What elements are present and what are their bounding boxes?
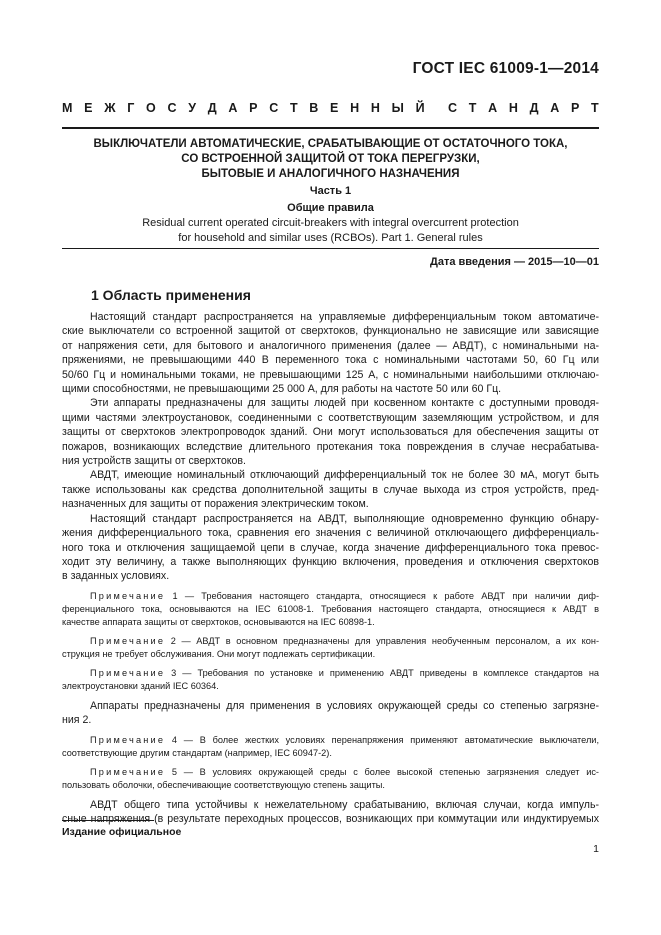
page-number: 1 [593, 843, 599, 855]
title-en-line: Residual current operated circuit-breakers with integral overcurrent protection [142, 217, 519, 229]
paragraph [62, 468, 599, 511]
text-line [62, 766, 599, 779]
note [62, 667, 599, 693]
text-line: АВДТ общего типа устойчивы к нежелательному срабатыванию, включая случаи, когда импуль- [90, 798, 599, 811]
standard-type-letter: М [62, 101, 73, 115]
text-line: ного тока и отключения защищаемой цепи в случае, когда значение дифференциального тока превос- [62, 541, 599, 554]
standard-type-letter: А [488, 101, 498, 115]
standard-type-letter: В [309, 101, 319, 115]
text-line: струкция не требует обслуживания. Они могут подлежать сертификации. [62, 648, 376, 659]
standard-type-letter: Й [415, 101, 425, 115]
text-line [62, 734, 599, 747]
title-ru-line: ВЫКЛЮЧАТЕЛИ АВТОМАТИЧЕСКИЕ, СРАБАТЫВАЮЩИЕ ОТ ОСТАТОЧНОГО ТОКА, [93, 138, 568, 150]
text-line: ские выключатели со встроенной защитой от сверхтоков, функционально не зависящие или зависящие [62, 325, 599, 338]
note-label: Примечание [90, 734, 166, 745]
text-line: щими частями электроустановок, соединенными с соответствующим заземляющим устройством, и для [62, 411, 599, 424]
text-line: Эти аппараты предназначены для защиты людей при косвенном контакте с доступными проводя- [90, 397, 599, 410]
header-rule [62, 127, 599, 129]
text-line: защиты от сверхтоков электропроводок зданий. Они могут использоваться для обеспечения защиты от [62, 426, 599, 439]
text-line [62, 667, 599, 680]
text-line: сные напряжения (в результате переходных процессов, возникающих при коммутации или индуктируемых [62, 812, 599, 825]
standard-type-letter: А [228, 101, 238, 115]
text-line: назначенных для защиты от поражения электрическим током. [62, 498, 369, 511]
text-line: пользовать оболочки, обеспечивающие соответствующую степень защиты. [62, 779, 385, 790]
standard-type-letter: С [448, 101, 458, 115]
standard-type-letter: Ж [104, 101, 116, 115]
text-line: жения дифференциального тока, сравнения его значения с величиной отключающего дифференциаль- [62, 527, 599, 540]
paragraph [62, 396, 599, 468]
standard-type-letter: Н [508, 101, 518, 115]
note-label: Примечание [90, 667, 166, 678]
standard-type-letter: С [269, 101, 279, 115]
note [62, 635, 599, 661]
paragraph [62, 699, 599, 728]
note-text: 5 — В условиях окружающей среды с более высокой степенью загрязнения следует ис- [165, 766, 599, 777]
text-line: щими способностями, не превышающими 25 000 А, для работы на частоте 50 или 60 Гц. [62, 383, 502, 396]
paragraph [62, 310, 599, 396]
note-text: 3 — Требования по установке и применению АВДТ приведены в комплексе стандартов на [165, 667, 599, 678]
text-line: от напряжения сети, для бытового и аналогичного применения (далее — АВДТ), с номинальными на- [62, 339, 599, 352]
standard-type-letter: У [188, 101, 197, 115]
standard-type-letter: Д [207, 101, 217, 115]
note [62, 590, 599, 629]
note [62, 766, 599, 792]
text-line: ния 2. [62, 714, 92, 727]
part-label: Часть 1 [309, 185, 352, 197]
paragraph [62, 798, 599, 827]
standard-type-letter: Е [84, 101, 93, 115]
standard-type-letter: Г [127, 101, 135, 115]
subtitle: Общие правила [287, 202, 374, 214]
text-line: Аппараты предназначены для применения в условиях окружающей среды со степенью загрязне- [90, 699, 599, 712]
title-en-line: for household and similar uses (RCBOs). Part 1. General rules [178, 232, 483, 244]
text-line: ференциального тока, основываются на IEC 61008-1. Требования настоящего стандарта, относящиеся к АВДТ в [62, 603, 599, 614]
standard-type-letter: Т [591, 101, 599, 115]
title-ru-line: БЫТОВЫЕ И АНАЛОГИЧНОГО НАЗНАЧЕНИЯ [201, 168, 460, 180]
text-line: АВДТ, имеющие номинальный отключающий дифференциальный ток не более 30 мА, могут быть [90, 469, 599, 482]
standard-type-letter: Д [529, 101, 539, 115]
note-text: 4 — В более жестких условиях перенапряжения применяют автоматические выключатели, [165, 734, 599, 745]
text-line [62, 590, 599, 603]
text-line: соответствующие другим стандартам (например, IEC 60947-2). [62, 747, 332, 758]
standard-type-letter: Т [289, 101, 298, 115]
standard-type-letter: Т [468, 101, 477, 115]
footer-rule [62, 820, 154, 821]
standard-type-letter: Н [370, 101, 380, 115]
title-ru-line: СО ВСТРОЕННОЙ ЗАЩИТОЙ ОТ ТОКА ПЕРЕГРУЗКИ, [181, 153, 480, 165]
note-label: Примечание [90, 635, 166, 646]
note-text: 2 — АВДТ в основном предназначены для управления необученным персоналом, а их кон- [165, 635, 599, 646]
text-line: пряжениями, не превышающими 440 В переменного тока с номинальными частотами 50, 60 Гц или [62, 354, 599, 367]
text-line: Настоящий стандарт распространяется на управляемые дифференциальным током автоматиче- [90, 311, 599, 323]
standard-type-letter: С [167, 101, 177, 115]
section-heading: 1 Область применения [91, 287, 251, 303]
note-text: 1 — Требования настоящего стандарта, относящиеся к работе АВДТ при наличии диф- [165, 590, 599, 601]
edition-label: Издание официальное [62, 826, 182, 838]
text-line: электроустановки зданий IEC 60364. [62, 680, 219, 691]
text-line: Настоящий стандарт распространяется на АВДТ, выполняющие одновременно функцию обнару- [90, 512, 599, 525]
note [62, 734, 599, 760]
text-line: ния устройств защиты от сверхтоков. [62, 455, 246, 468]
text-line: пожаров, возникающих вследствие длительного протекания тока повреждения в случае несрабатыва- [62, 440, 599, 453]
text-line: качестве аппарата защиты от сверхтоков, основываются на IEC 60898-1. [62, 616, 375, 627]
standard-type-letter: О [146, 101, 156, 115]
title-rule [62, 248, 599, 249]
text-line: ходит эту величину, а также выполняющих функцию включения, проведения и отключения сверхтоков [62, 555, 599, 568]
text-line [62, 635, 599, 648]
introduction-date: Дата введения — 2015—10—01 [430, 256, 599, 268]
standard-type-letter: Р [249, 101, 258, 115]
standard-code: ГОСТ IEC 61009-1—2014 [412, 60, 599, 77]
note-label: Примечание [90, 766, 166, 777]
text-line: в заданных условиях. [62, 570, 170, 583]
note-label: Примечание [90, 590, 166, 601]
text-line: также использованы как средства дополнительной защиты в случае выхода из строя устройств, пред- [62, 483, 599, 496]
standard-type-letter: А [550, 101, 560, 115]
standard-type-letter: Ы [391, 101, 404, 115]
paragraph [62, 512, 599, 584]
title-block [62, 137, 599, 246]
standard-type-letter: Н [350, 101, 360, 115]
standard-type-heading [62, 101, 599, 115]
text-line: 50/60 Гц и номинальными токами, не превышающими 125 А, с номинальными наибольшими отключаю- [62, 368, 599, 381]
standard-type-letter: Р [570, 101, 580, 115]
standard-type-letter: Е [330, 101, 339, 115]
section-body [62, 310, 599, 826]
